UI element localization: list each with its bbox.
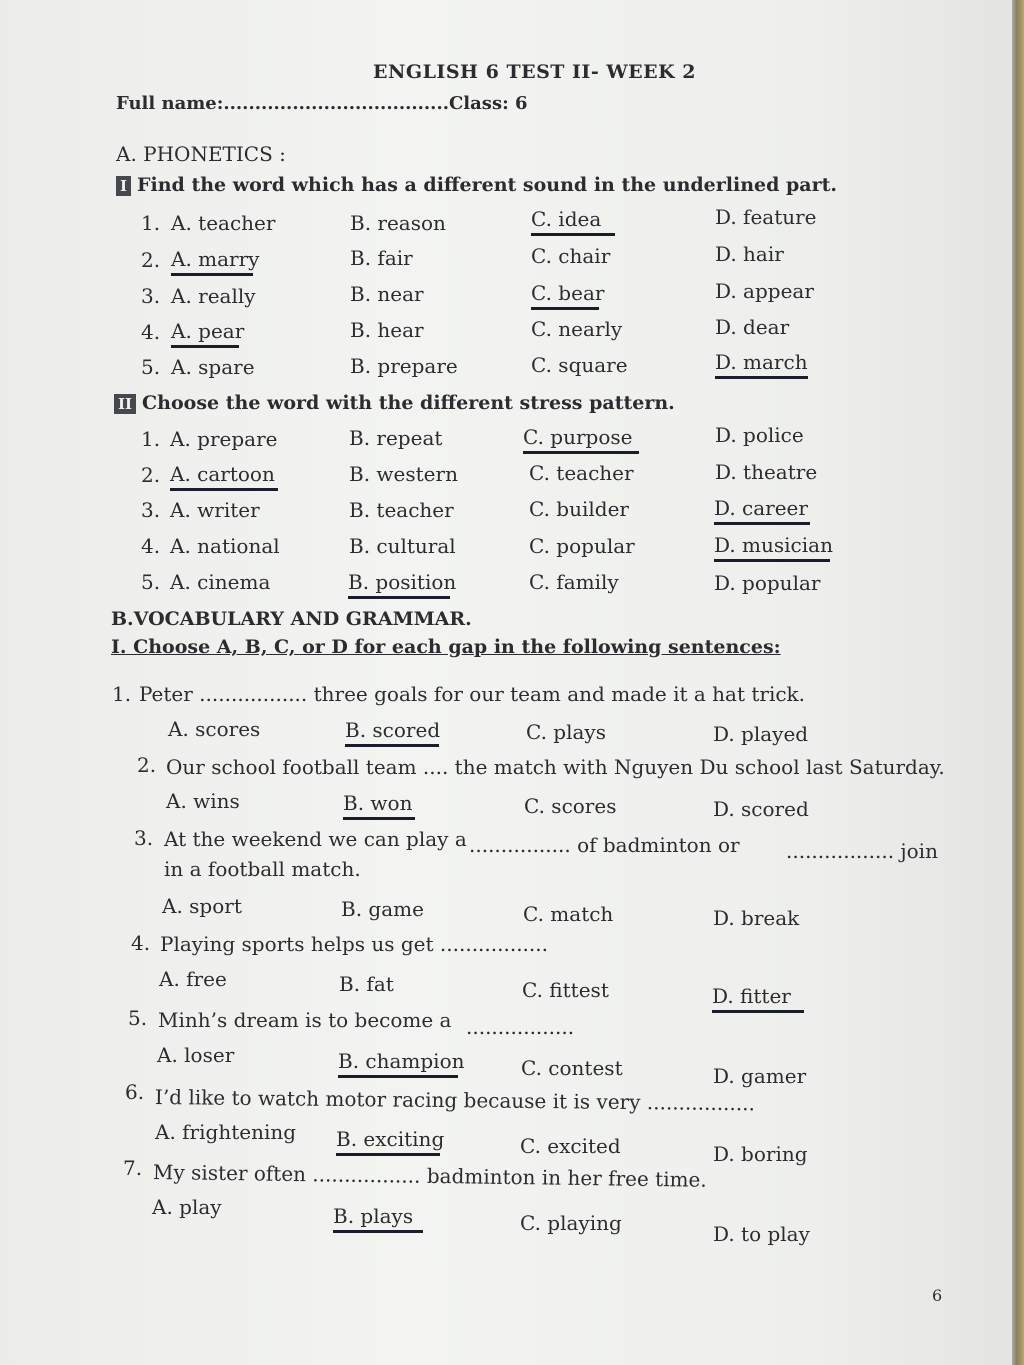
- option-d: D. scored: [713, 797, 809, 821]
- question-number: 4.: [131, 931, 151, 955]
- option-d: D. appear: [715, 279, 814, 303]
- option-a: A. sport: [162, 894, 242, 918]
- question-text: Playing sports helps us get .................: [160, 932, 548, 956]
- option-b: B. prepare: [350, 354, 458, 378]
- option-d: D. played: [713, 722, 809, 746]
- option-a: A. cinema: [170, 570, 271, 594]
- option-b: B. fat: [339, 972, 394, 996]
- option-a: A. wins: [166, 789, 240, 813]
- option-a: A. play: [152, 1195, 222, 1219]
- option-d: D. police: [715, 423, 804, 447]
- option-b: B. near: [350, 282, 424, 306]
- gap-text: ................ of badminton or: [469, 833, 740, 857]
- option-c: C. teacher: [529, 461, 634, 485]
- row-num: 3.: [141, 498, 161, 522]
- row-num: 3.: [141, 284, 161, 308]
- option-c: C. nearly: [531, 317, 623, 341]
- option-b: B. teacher: [349, 498, 454, 522]
- option-b: B. game: [341, 897, 424, 921]
- question-text: Minh’s dream is to become a: [158, 1008, 452, 1032]
- option-c: C. contest: [521, 1056, 623, 1080]
- row-num: 2.: [141, 463, 161, 487]
- option-a: A. frightening: [155, 1120, 297, 1144]
- question-number: 5.: [128, 1006, 148, 1030]
- option-c-marked: C. bear: [531, 281, 599, 310]
- row-num: 1.: [141, 211, 161, 235]
- option-a: A. really: [171, 284, 256, 308]
- option-b: B. fair: [350, 246, 413, 270]
- section-b-heading: B.VOCABULARY AND GRAMMAR.: [111, 608, 472, 630]
- option-a-marked: A. cartoon: [170, 462, 278, 491]
- section-b-subheading: I. Choose A, B, C, or D for each gap in the following sentences:: [111, 636, 781, 658]
- option-a: A. prepare: [170, 427, 278, 451]
- question-number: 3.: [134, 826, 154, 850]
- option-b: B. repeat: [349, 426, 443, 450]
- page-title: ENGLISH 6 TEST II- WEEK 2: [373, 61, 696, 83]
- option-d-marked: D. musician: [714, 533, 830, 562]
- option-b-marked: B. scored: [345, 718, 439, 747]
- option-c-marked: C. idea: [531, 207, 615, 236]
- question-number: 2.: [137, 753, 157, 777]
- option-a-marked: A. marry: [171, 247, 253, 276]
- option-d-marked: D. career: [714, 496, 810, 525]
- option-d: D. gamer: [713, 1064, 807, 1088]
- option-d: D. hair: [715, 242, 784, 266]
- option-d: D. popular: [714, 571, 821, 595]
- option-b-marked: B. plays: [333, 1204, 423, 1233]
- row-num: 2.: [141, 248, 161, 272]
- part-ii-instruction: II Choose the word with the different stress pattern.: [114, 391, 675, 415]
- option-b-marked: B. position: [348, 570, 450, 599]
- part-i-instruction: I Find the word which has a different sound in the underlined part.: [116, 173, 837, 197]
- option-a: A. free: [159, 967, 227, 991]
- option-b: B. cultural: [349, 534, 456, 558]
- option-c: C. family: [529, 570, 619, 594]
- option-c: C. match: [523, 902, 614, 926]
- option-c: C. fittest: [522, 978, 609, 1002]
- gap-text: ................. join: [786, 839, 938, 863]
- option-c: C. scores: [524, 794, 617, 818]
- option-c: C. builder: [529, 497, 629, 521]
- option-a: A. spare: [171, 355, 255, 379]
- row-num: 4.: [141, 534, 161, 558]
- option-c: C. chair: [531, 244, 611, 268]
- option-d: D. break: [713, 906, 800, 930]
- question-number: 1.: [112, 682, 132, 706]
- question-text: At the weekend we can play a: [164, 827, 467, 851]
- option-c: C. excited: [520, 1134, 621, 1158]
- question-text: Peter ................. three goals for our team and made it a hat trick.: [139, 682, 806, 706]
- question-number: 7.: [123, 1156, 143, 1180]
- question-text-line2: in a football match.: [164, 857, 361, 881]
- question-number: 6.: [125, 1080, 145, 1104]
- fullname-class-line: Full name:....................................Class: 6: [116, 93, 528, 114]
- section-a-heading: A. PHONETICS :: [116, 142, 286, 166]
- option-d: D. dear: [715, 315, 790, 339]
- row-num: 1.: [141, 427, 161, 451]
- option-b: B. reason: [350, 211, 446, 235]
- option-a: A. national: [170, 534, 280, 558]
- question-text: My sister often ................. badminton in her free time.: [152, 1160, 707, 1192]
- option-a-marked: A. pear: [171, 319, 239, 348]
- option-c: C. playing: [520, 1211, 622, 1235]
- part-ii-badge: II: [114, 394, 136, 414]
- option-a: A. teacher: [171, 211, 276, 235]
- option-c: C. square: [531, 353, 628, 377]
- row-num: 4.: [141, 320, 161, 344]
- gap-text: .................: [466, 1015, 575, 1039]
- option-c: C. popular: [529, 534, 635, 558]
- option-d: D. feature: [715, 205, 817, 229]
- option-d: D. to play: [713, 1222, 810, 1246]
- row-num: 5.: [141, 570, 161, 594]
- option-d: D. boring: [713, 1142, 808, 1166]
- option-a: A. loser: [157, 1043, 235, 1067]
- option-c: C. plays: [526, 720, 606, 744]
- option-b-marked: B. won: [343, 791, 415, 820]
- option-a: A. scores: [168, 717, 261, 741]
- option-c-marked: C. purpose: [523, 425, 639, 454]
- row-num: 5.: [141, 355, 161, 379]
- option-d-marked: D. fitter: [712, 984, 804, 1013]
- option-b-marked: B. exciting: [336, 1127, 440, 1156]
- page-number: 6: [932, 1286, 943, 1305]
- question-text: Our school football team .... the match with Nguyen Du school last Saturday.: [166, 755, 945, 779]
- option-d-marked: D. march: [715, 350, 808, 379]
- option-b: B. hear: [350, 318, 424, 342]
- part-i-badge: I: [116, 176, 131, 196]
- option-b: B. western: [349, 462, 458, 486]
- option-d: D. theatre: [715, 460, 818, 484]
- option-a: A. writer: [170, 498, 260, 522]
- page-edge: [1012, 0, 1024, 1365]
- option-b-marked: B. champion: [338, 1049, 458, 1078]
- question-text: I’d like to watch motor racing because it is very .................: [154, 1085, 756, 1116]
